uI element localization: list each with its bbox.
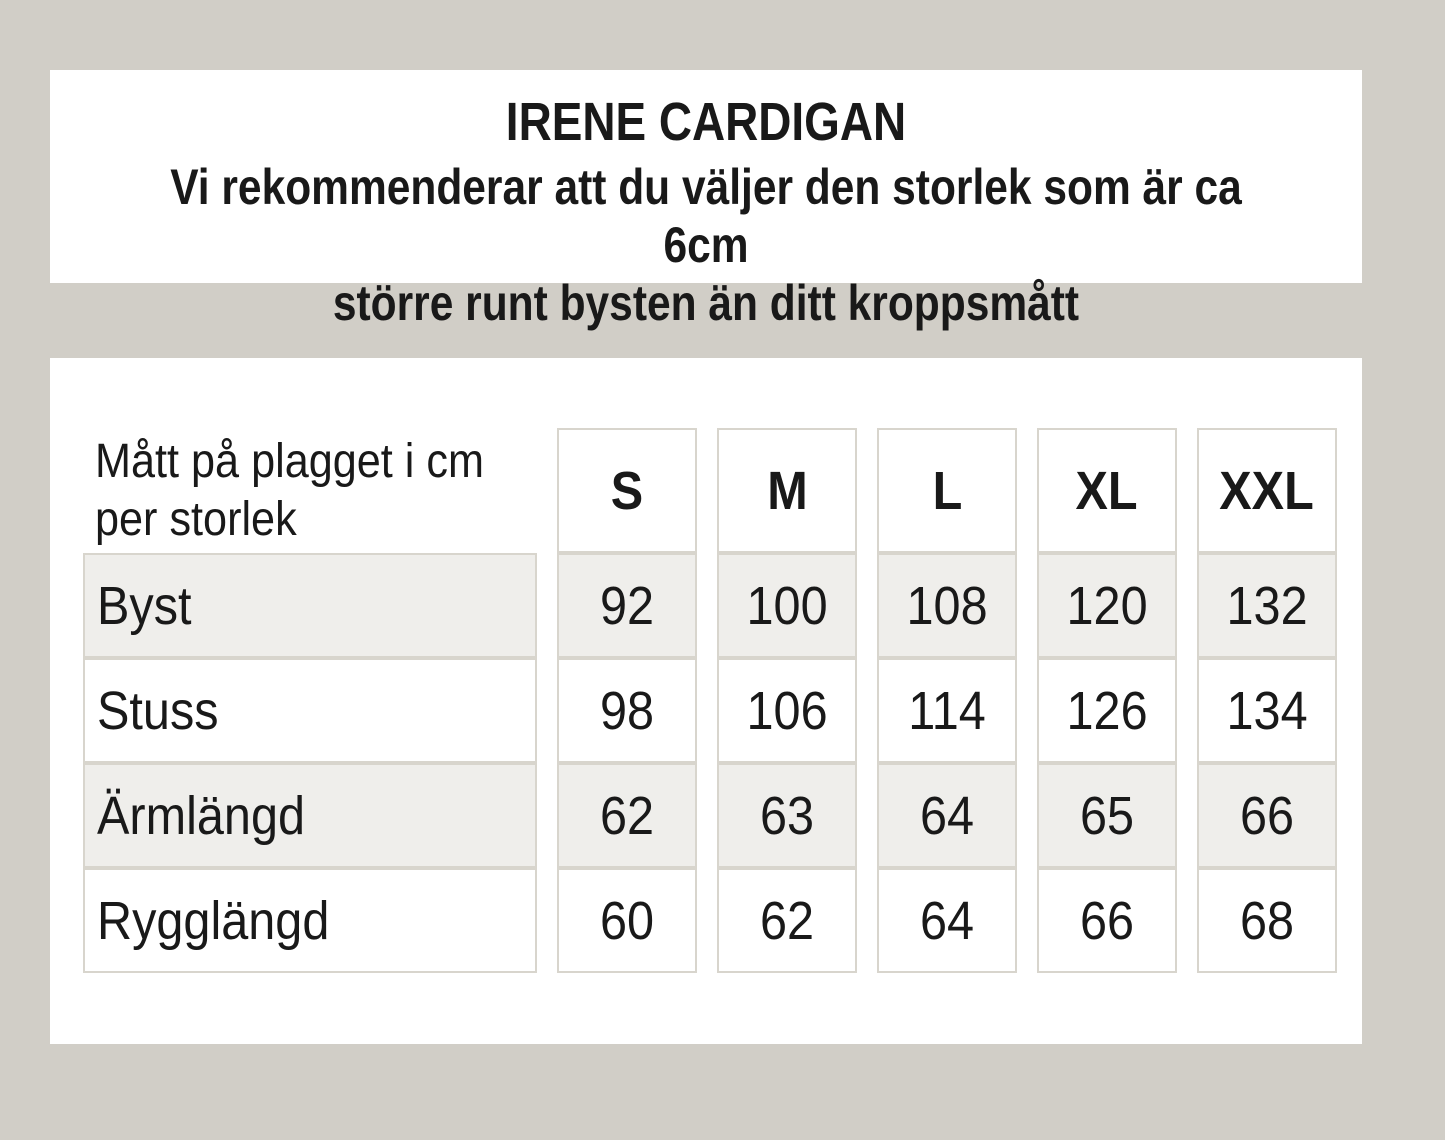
cell-stuss-xl-text: 126 bbox=[1066, 680, 1148, 741]
subtitle-line-2: större runt bysten än ditt kroppsmått bbox=[332, 275, 1080, 331]
cell-byst-s bbox=[557, 553, 697, 658]
column-header-m-text: M bbox=[766, 460, 808, 521]
cell-stuss-xxl bbox=[1197, 658, 1337, 763]
header-subtitle bbox=[50, 158, 1362, 332]
column-header-l-text: L bbox=[932, 460, 962, 521]
column-header-xl-text: XL bbox=[1075, 460, 1139, 521]
cell-byst-l bbox=[877, 553, 1017, 658]
column-header-xxl-text: XXL bbox=[1219, 460, 1315, 521]
header-panel bbox=[50, 70, 1362, 331]
cell-byst-xxl-text: 132 bbox=[1226, 575, 1308, 636]
cell-ryggl-ngd-m bbox=[717, 868, 857, 973]
column-header-m bbox=[717, 428, 857, 553]
table-corner-label-text: Mått på plagget i cm per storlek bbox=[95, 434, 484, 546]
size-table-panel bbox=[50, 358, 1362, 1044]
cell--rml-ngd-l-text: 64 bbox=[919, 785, 975, 846]
table-corner-label bbox=[83, 428, 537, 553]
cell--rml-ngd-m bbox=[717, 763, 857, 868]
cell-byst-l-text: 108 bbox=[906, 575, 988, 636]
column-header-s-text: S bbox=[610, 460, 644, 521]
column-header-xl bbox=[1037, 428, 1177, 553]
row-label-stuss bbox=[83, 658, 537, 763]
cell-stuss-l-text: 114 bbox=[908, 680, 986, 741]
cell-ryggl-ngd-xxl bbox=[1197, 868, 1337, 973]
column-header-xxl bbox=[1197, 428, 1337, 553]
row-label--rml-ngd bbox=[83, 763, 537, 868]
row-label-ryggl-ngd-text: Rygglängd bbox=[97, 890, 330, 951]
cell--rml-ngd-s-text: 62 bbox=[599, 785, 655, 846]
cell-stuss-m-text: 106 bbox=[746, 680, 828, 741]
cell-stuss-s-text: 98 bbox=[599, 680, 655, 741]
cell-byst-xl bbox=[1037, 553, 1177, 658]
cell-ryggl-ngd-xl-text: 66 bbox=[1079, 890, 1135, 951]
cell-stuss-l bbox=[877, 658, 1017, 763]
cell--rml-ngd-m-text: 63 bbox=[759, 785, 815, 846]
cell-ryggl-ngd-s bbox=[557, 868, 697, 973]
cell--rml-ngd-xl bbox=[1037, 763, 1177, 868]
row-label-byst-text: Byst bbox=[97, 575, 192, 636]
cell-byst-s-text: 92 bbox=[599, 575, 655, 636]
cell-stuss-xxl-text: 134 bbox=[1226, 680, 1308, 741]
cell-byst-xl-text: 120 bbox=[1066, 575, 1148, 636]
cell-ryggl-ngd-s-text: 60 bbox=[599, 890, 655, 951]
cell-stuss-s bbox=[557, 658, 697, 763]
row-label-stuss-text: Stuss bbox=[97, 680, 219, 741]
column-header-l bbox=[877, 428, 1017, 553]
cell-ryggl-ngd-m-text: 62 bbox=[759, 890, 815, 951]
row-label-byst bbox=[83, 553, 537, 658]
column-header-s bbox=[557, 428, 697, 553]
cell--rml-ngd-xxl-text: 66 bbox=[1239, 785, 1295, 846]
cell--rml-ngd-s bbox=[557, 763, 697, 868]
cell-byst-m bbox=[717, 553, 857, 658]
subtitle-line-1: Vi rekommenderar att du väljer den storlek som är ca 6cm bbox=[170, 159, 1242, 273]
cell-ryggl-ngd-l-text: 64 bbox=[919, 890, 975, 951]
cell-stuss-xl bbox=[1037, 658, 1177, 763]
cell--rml-ngd-xl-text: 65 bbox=[1079, 785, 1135, 846]
cell--rml-ngd-xxl bbox=[1197, 763, 1337, 868]
cell--rml-ngd-l bbox=[877, 763, 1017, 868]
cell-ryggl-ngd-xl bbox=[1037, 868, 1177, 973]
cell-ryggl-ngd-xxl-text: 68 bbox=[1239, 890, 1295, 951]
row-label-ryggl-ngd bbox=[83, 868, 537, 973]
cell-stuss-m bbox=[717, 658, 857, 763]
cell-ryggl-ngd-l bbox=[877, 868, 1017, 973]
size-table bbox=[83, 428, 1337, 973]
page-title: IRENE CARDIGAN bbox=[505, 92, 907, 152]
cell-byst-m-text: 100 bbox=[746, 575, 828, 636]
cell-byst-xxl bbox=[1197, 553, 1337, 658]
row-label--rml-ngd-text: Ärmlängd bbox=[97, 785, 305, 846]
